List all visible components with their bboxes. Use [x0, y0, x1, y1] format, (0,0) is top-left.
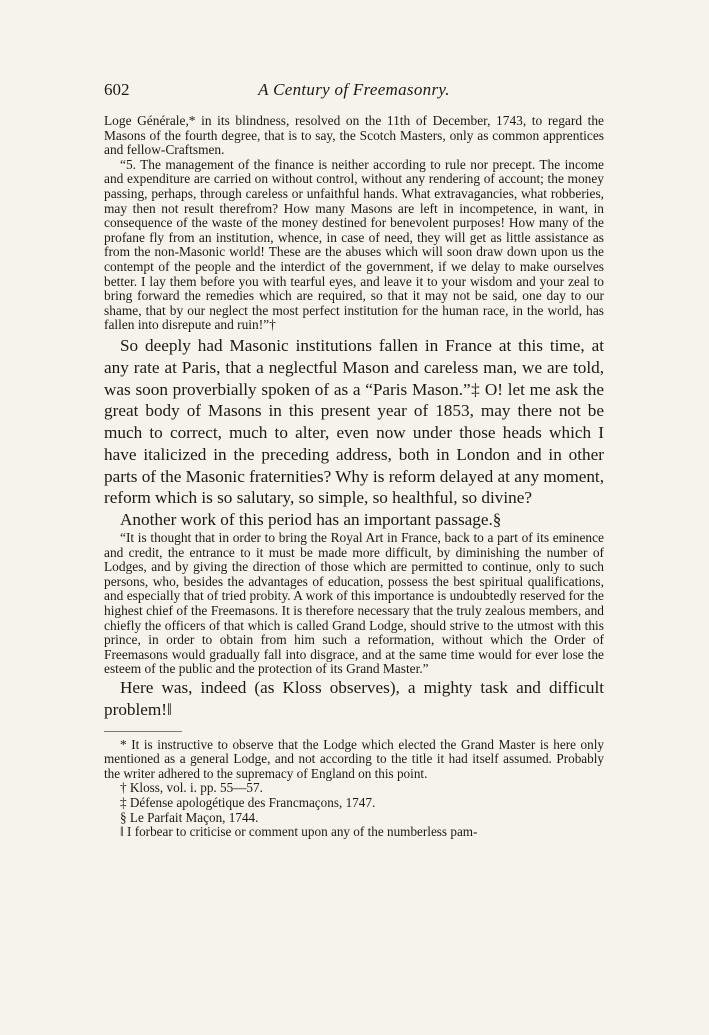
running-title: A Century of Freemasonry. [258, 80, 450, 99]
paragraph-mighty-task: Here was, indeed (as Kloss observes), a mighty task and difficult problem!‖ [104, 678, 604, 719]
body-text [104, 114, 604, 721]
footnote-parallel: ‖ I forbear to criticise or comment upon any of the numberless pam- [120, 824, 478, 840]
paragraph-loge-generale: Loge Générale,* in its blindness, resolved on the 11th of December, 1743, to regard the Masons of the fourth degree, that is to say, the Scotch Masters, only as common apprentices and fellow-Craftsmen. [104, 113, 604, 158]
footnote-divider [104, 731, 182, 732]
footnote-asterisk: * It is instructive to observe that the Lodge which elected the Grand Master is here only mentioned as a general Lodge, and not according to the title it had itself assumed. Probably the writer adhered to the supremacy of England on this point. [104, 736, 604, 781]
footnote-double-dagger: ‡ Défense apologétique des Francmaçons, 1747. [120, 794, 376, 810]
page-header [104, 80, 604, 110]
paragraph-another-work: Another work of this period has an important passage.§ [120, 510, 502, 530]
paragraph-finance-quote: “5. The management of the finance is neither according to rule nor precept. The income and expenditure are carried on without control, without any rendering of account; the money passing, perhaps, through careless or unfaithful hands. What extravagancies, what robberies, may then not result therefrom? How many Masons are left in incompetence, in want, in consequence of the waste of the money destined for benevolent purposes! How many of the profane fly from an institution, whence, in case of need, they will get as little assistance as from the non-Masonic world! These are the abuses which will soon draw down upon us the contempt of the people and the interdict of the government, if we delay to make ourselves better. I lay them before you with tearful eyes, and leave it to your wisdom and your zeal to bring forward the remedies which are required, so that it may not be said, one day to our shame, that by our neglect the most perfect institution for the human race, in the world, has fallen into disrepute and ruin!”† [104, 156, 604, 333]
paragraph-masonic-decline: So deeply had Masonic institutions fallen in France at this time, at any rate at Paris, that a neglectful Mason and careless man, we are told, was soon proverbially spoken of as a “Paris Mason.”‡ O! let me ask the great body of Masons in this present year of 1853, may there not be much to correct, much to alter, even now under those heads which I have italicized in the preceding address, both in London and in other parts of the Masonic fraternities? Why is reform delayed at any moment, reform which is so salutary, so simple, so healthful, so divine? [104, 335, 604, 508]
page [104, 80, 604, 840]
paragraph-royal-art-quote: “It is thought that in order to bring the Royal Art in France, back to a part of its eminence and credit, the entrance to it must be made more difficult, by diminishing the number of Lodges, and by giving the direction of those which are permitted to continue, only to such persons, who, besides the advantages of education, possess the best spiritual qualifications, and especially that of tried probity. A work of this importance is undoubtedly reserved for the highest chief of the Freemasons. It is therefore necessary that the truly zealous members, and chiefly the officers of that which is called Grand Lodge, should strive to the utmost with this prince, in order to obtain from him such a reformation, without which the Order of Freemasons would gradually fall into disgrace, and at the same time would for ever lose the esteem of the public and the protection of its Grand Master.” [104, 530, 604, 677]
footnotes [104, 738, 604, 840]
page-number: 602 [104, 80, 130, 99]
footnote-section: § Le Parfait Maçon, 1744. [120, 809, 259, 825]
footnote-dagger: † Kloss, vol. i. pp. 55—57. [120, 780, 263, 796]
